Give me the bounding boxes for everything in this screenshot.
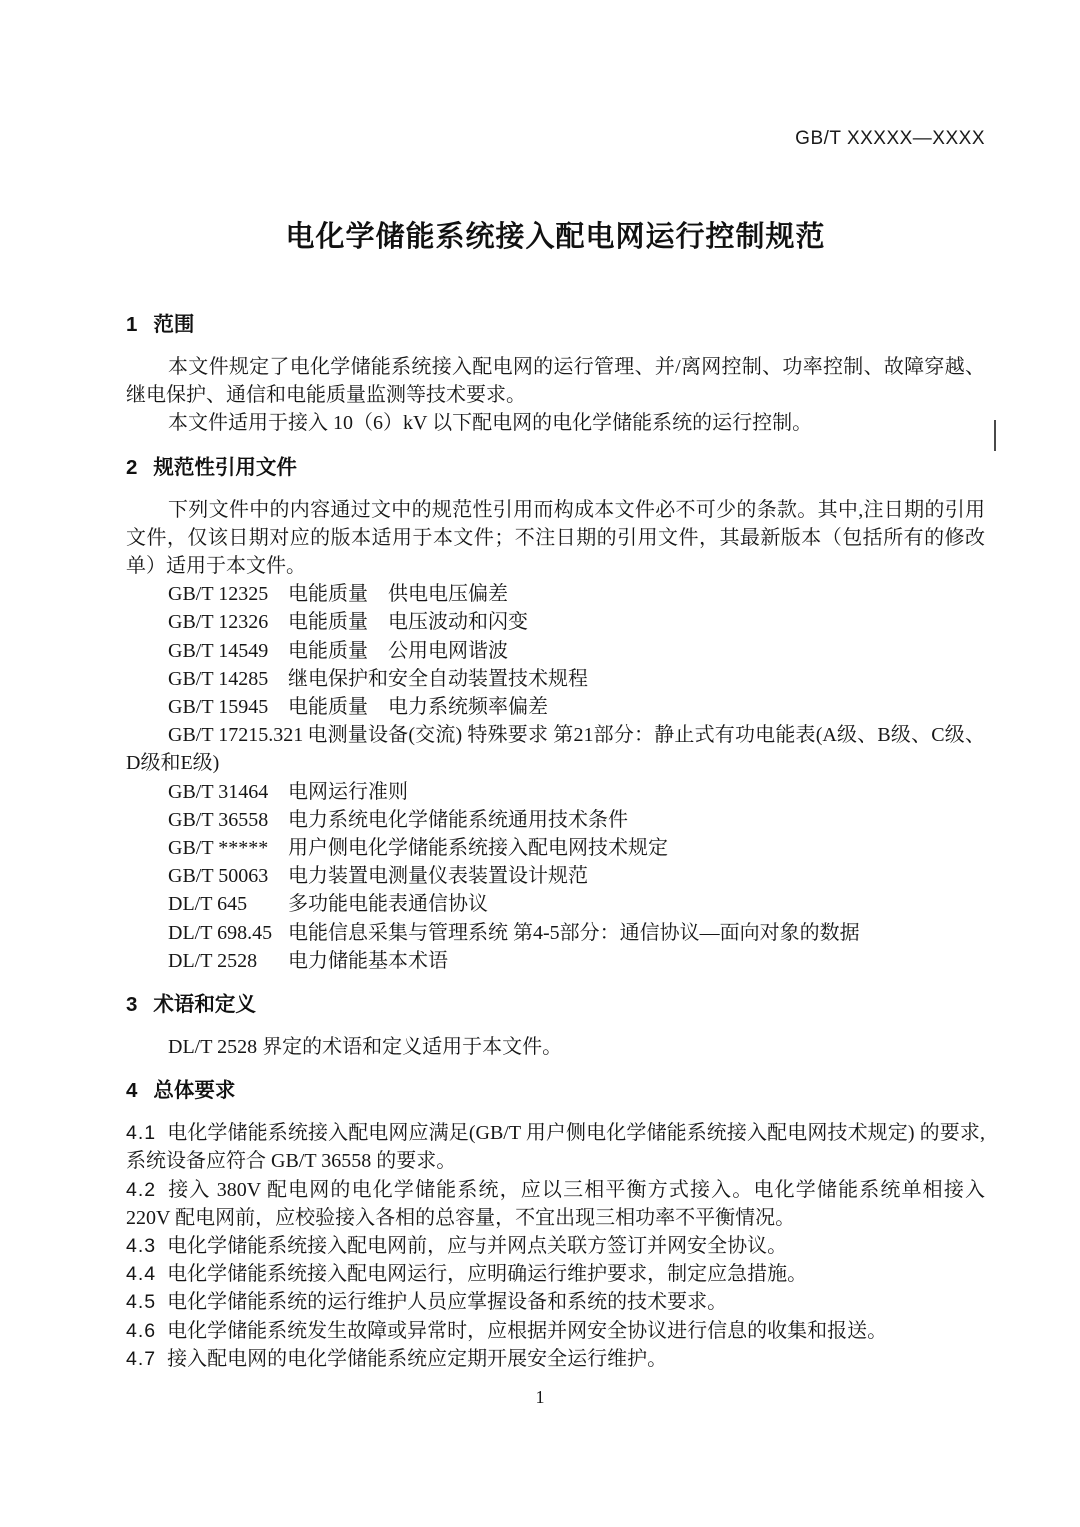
clause-number: 4.7 [126, 1347, 157, 1370]
reference-title: 电力装置电测量仪表装置设计规范 [288, 865, 588, 888]
reference-title: 电网运行准则 [288, 780, 408, 803]
standard-code-header: GB/T XXXXX—XXXX [795, 128, 985, 149]
clause-number: 4.2 [126, 1178, 157, 1201]
scope-paragraph: 本文件适用于接入 10（6）kV 以下配电网的电化学储能系统的运行控制。 [168, 412, 813, 435]
section-title: 总体要求 [153, 1079, 236, 1103]
reference-title: 电力储能基本术语 [288, 949, 448, 972]
reference-title: 电力系统电化学储能系统通用技术条件 [288, 808, 628, 831]
clause-number: 4.6 [126, 1319, 157, 1342]
section-heading-normative-references [126, 456, 985, 480]
page-number: 1 [535, 1387, 545, 1407]
reference-item [126, 778, 985, 806]
clause-number: 4.3 [126, 1235, 157, 1258]
general-requirements-clauses [126, 1119, 985, 1373]
section-heading-terms [126, 993, 985, 1017]
scope-paragraph: 本文件规定了电化学储能系统接入配电网的运行管理、并/离网控制、功率控制、故障穿越、继电保护、通信和电能质量监测等技术要求。 [126, 356, 985, 407]
reference-item [126, 806, 985, 834]
section-heading-general-requirements [126, 1079, 985, 1103]
reference-code: GB/T 15945 [168, 696, 269, 719]
clause-4-5 [126, 1288, 985, 1316]
reference-item [126, 834, 985, 862]
section-number: 2 [126, 455, 138, 479]
section-number: 1 [126, 313, 138, 336]
clause-4-4 [126, 1260, 985, 1288]
section-title: 术语和定义 [153, 993, 256, 1017]
references-intro-paragraph: 下列文件中的内容通过文中的规范性引用而构成本文件必不可少的条款。其中,注日期的引用文件，仅该日期对应的版本适用于本文件；不注日期的引用文件，其最新版本（包括所有的修改单）适用于本文件。 [126, 498, 985, 578]
reference-title: 电能信息采集与管理系统 第4-5部分：通信协议—面向对象的数据 [288, 921, 860, 944]
reference-title: 电测量设备(交流) 特殊要求 第21部分：静止式有功电能表(A级、B级、C级、D级和E级) [126, 724, 985, 775]
reference-item [126, 919, 985, 947]
reference-item [126, 721, 985, 777]
reference-item [126, 947, 985, 975]
clause-text: 电化学储能系统接入配电网前，应与并网点关联方签订并网安全协议。 [167, 1235, 788, 1258]
clause-number: 4.4 [126, 1263, 157, 1286]
clause-text: 电化学储能系统的运行维护人员应掌握设备和系统的技术要求。 [167, 1291, 728, 1314]
clause-4-7 [126, 1345, 985, 1373]
reference-code: GB/T 36558 [168, 808, 269, 831]
reference-item [126, 890, 985, 918]
reference-title: 电能质量 公用电网谐波 [288, 639, 508, 662]
reference-title: 继电保护和安全自动装置技术规程 [288, 667, 588, 690]
clause-text: 电化学储能系统接入配电网应满足(GB/T 用户侧电化学储能系统接入配电网技术规定) 的要求,系统设备应符合 GB/T 36558 的要求。 [126, 1122, 985, 1173]
clause-text: 接入配电网的电化学储能系统应定期开展安全运行维护。 [167, 1347, 668, 1370]
section-number: 3 [126, 993, 138, 1017]
reference-code: GB/T 14549 [168, 639, 269, 662]
reference-code: GB/T 50063 [168, 865, 269, 888]
terms-paragraph: DL/T 2528 界定的术语和定义适用于本文件。 [168, 1036, 563, 1059]
reference-code: GB/T ***** [168, 837, 269, 860]
clause-4-2 [126, 1176, 985, 1232]
section-heading-scope [126, 313, 985, 337]
reference-code: GB/T 12326 [168, 611, 269, 634]
clause-4-1 [126, 1119, 985, 1175]
revision-change-bar [994, 420, 996, 451]
reference-item [126, 862, 985, 890]
section-title: 规范性引用文件 [153, 455, 297, 479]
reference-code: GB/T 12325 [168, 583, 269, 606]
clause-4-6 [126, 1317, 985, 1345]
clause-text: 电化学储能系统发生故障或异常时，应根据并网安全协议进行信息的收集和报送。 [167, 1319, 888, 1342]
reference-title: 用户侧电化学储能系统接入配电网技术规定 [288, 837, 668, 860]
reference-code: GB/T 31464 [168, 780, 269, 803]
reference-title: 多功能电能表通信协议 [288, 893, 488, 916]
reference-item [126, 608, 985, 636]
reference-code: DL/T 2528 [168, 949, 258, 972]
reference-code: GB/T 14285 [168, 667, 269, 690]
reference-item [126, 637, 985, 665]
reference-code: DL/T 698.45 [168, 921, 273, 944]
clause-text: 电化学储能系统接入配电网运行，应明确运行维护要求，制定应急措施。 [167, 1263, 808, 1286]
clause-4-3 [126, 1232, 985, 1260]
reference-item [126, 580, 985, 608]
document-title: 电化学储能系统接入配电网运行控制规范 [285, 221, 826, 253]
reference-title: 电能质量 电压波动和闪变 [288, 611, 528, 634]
reference-code: GB/T 17215.321 [168, 724, 304, 747]
reference-item [126, 693, 985, 721]
reference-title: 电能质量 供电电压偏差 [288, 583, 508, 606]
section-number: 4 [126, 1079, 138, 1103]
reference-item [126, 665, 985, 693]
section-title: 范围 [153, 313, 195, 336]
reference-code: DL/T 645 [168, 893, 248, 916]
clause-number: 4.1 [126, 1122, 157, 1145]
clause-number: 4.5 [126, 1291, 157, 1314]
reference-title: 电能质量 电力系统频率偏差 [288, 696, 548, 719]
reference-list [126, 580, 985, 975]
clause-text: 接入 380V 配电网的电化学储能系统，应以三相平衡方式接入。电化学储能系统单相接入 220V 配电网前，应校验接入各相的总容量，不宜出现三相功率不平衡情况。 [126, 1178, 985, 1229]
